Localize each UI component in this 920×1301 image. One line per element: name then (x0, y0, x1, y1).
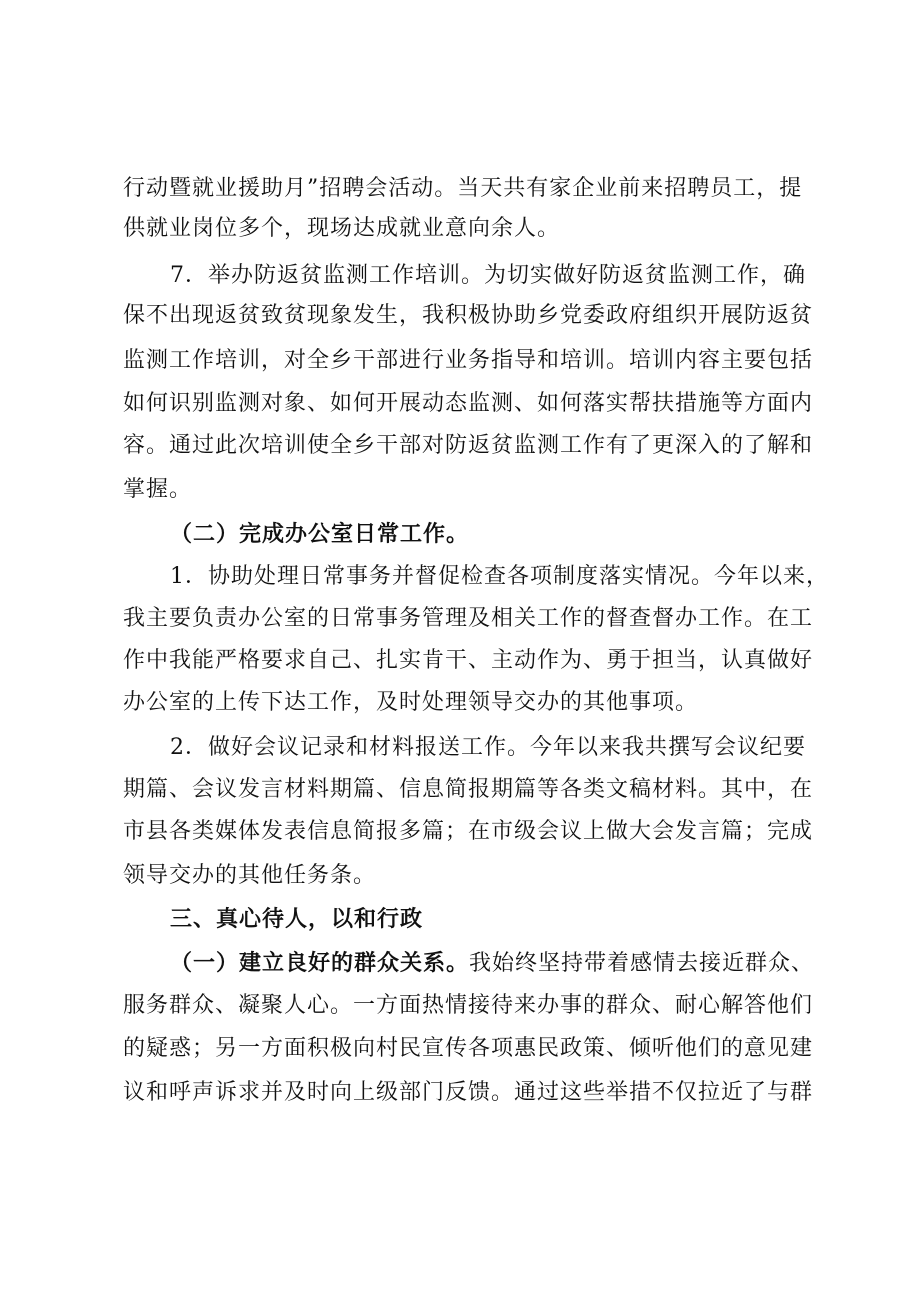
paragraph-line: 7．举办防返贫监测工作培训。为切实做好防返贫监测工作，确 (170, 263, 806, 288)
paragraph-line: 办公室的上传下达工作，及时处理领导交办的其他事项。 (123, 690, 699, 715)
paragraph-line: 服务群众、凝聚人心。一方面热情接待来办事的群众、耐心解答他们 (123, 993, 814, 1018)
paragraph-line: 议和呼声诉求并及时向上级部门反馈。通过这些举措不仅拉近了与群 (123, 1080, 814, 1105)
paragraph-line: 2．做好会议记录和材料报送工作。今年以来我共撰写会议纪要 (170, 735, 806, 760)
paragraph-line: 市县各类媒体发表信息简报多篇；在市级会议上做大会发言篇；完成 (123, 819, 814, 844)
section-heading: （二）完成办公室日常工作。 (170, 521, 470, 547)
paragraph-line: 掌握。 (123, 477, 193, 502)
paragraph-line: 1．协助处理日常事务并督促检查各项制度落实情况。今年以来， (170, 564, 829, 589)
paragraph-line: 作中我能严格要求自己、扎实肯干、主动作为、勇于担当，认真做好 (123, 648, 814, 673)
paragraph-line: 期篇、会议发言材料期篇、信息简报期篇等各类文稿材料。其中，在 (123, 777, 814, 802)
chapter-heading: 三、真心待人，以和行政 (170, 906, 424, 932)
paragraph-line: 我主要负责办公室的日常事务管理及相关工作的督查督办工作。在工 (123, 606, 814, 631)
paragraph-line: 供就业岗位多个，现场达成就业意向余人。 (123, 216, 561, 241)
paragraph-line: 如何识别监测对象、如何开展动态监测、如何落实帮扶措施等方面内 (123, 391, 814, 416)
paragraph-line: 行动暨就业援助月”招聘会活动。当天共有家企业前来招聘员工，提 (123, 176, 803, 201)
paragraph-line: 的疑惑；另一方面积极向村民宣传各项惠民政策、倾听他们的意见建 (123, 1036, 814, 1061)
paragraph-line: 领导交办的其他任务条。 (123, 863, 377, 888)
paragraph-text: 我始终坚持带着感情去接近群众、 (469, 951, 815, 976)
paragraph-line: 监测工作培训，对全乡干部进行业务指导和培训。培训内容主要包括 (123, 348, 814, 373)
paragraph-line: 保不出现返贫致贫现象发生，我积极协助乡党委政府组织开展防返贫 (123, 303, 814, 328)
inline-heading: （一）建立良好的群众关系。 (170, 950, 470, 976)
paragraph-line (0, 948, 920, 979)
paragraph-line: 容。通过此次培训使全乡干部对防返贫监测工作有了更深入的了解和 (123, 433, 814, 458)
